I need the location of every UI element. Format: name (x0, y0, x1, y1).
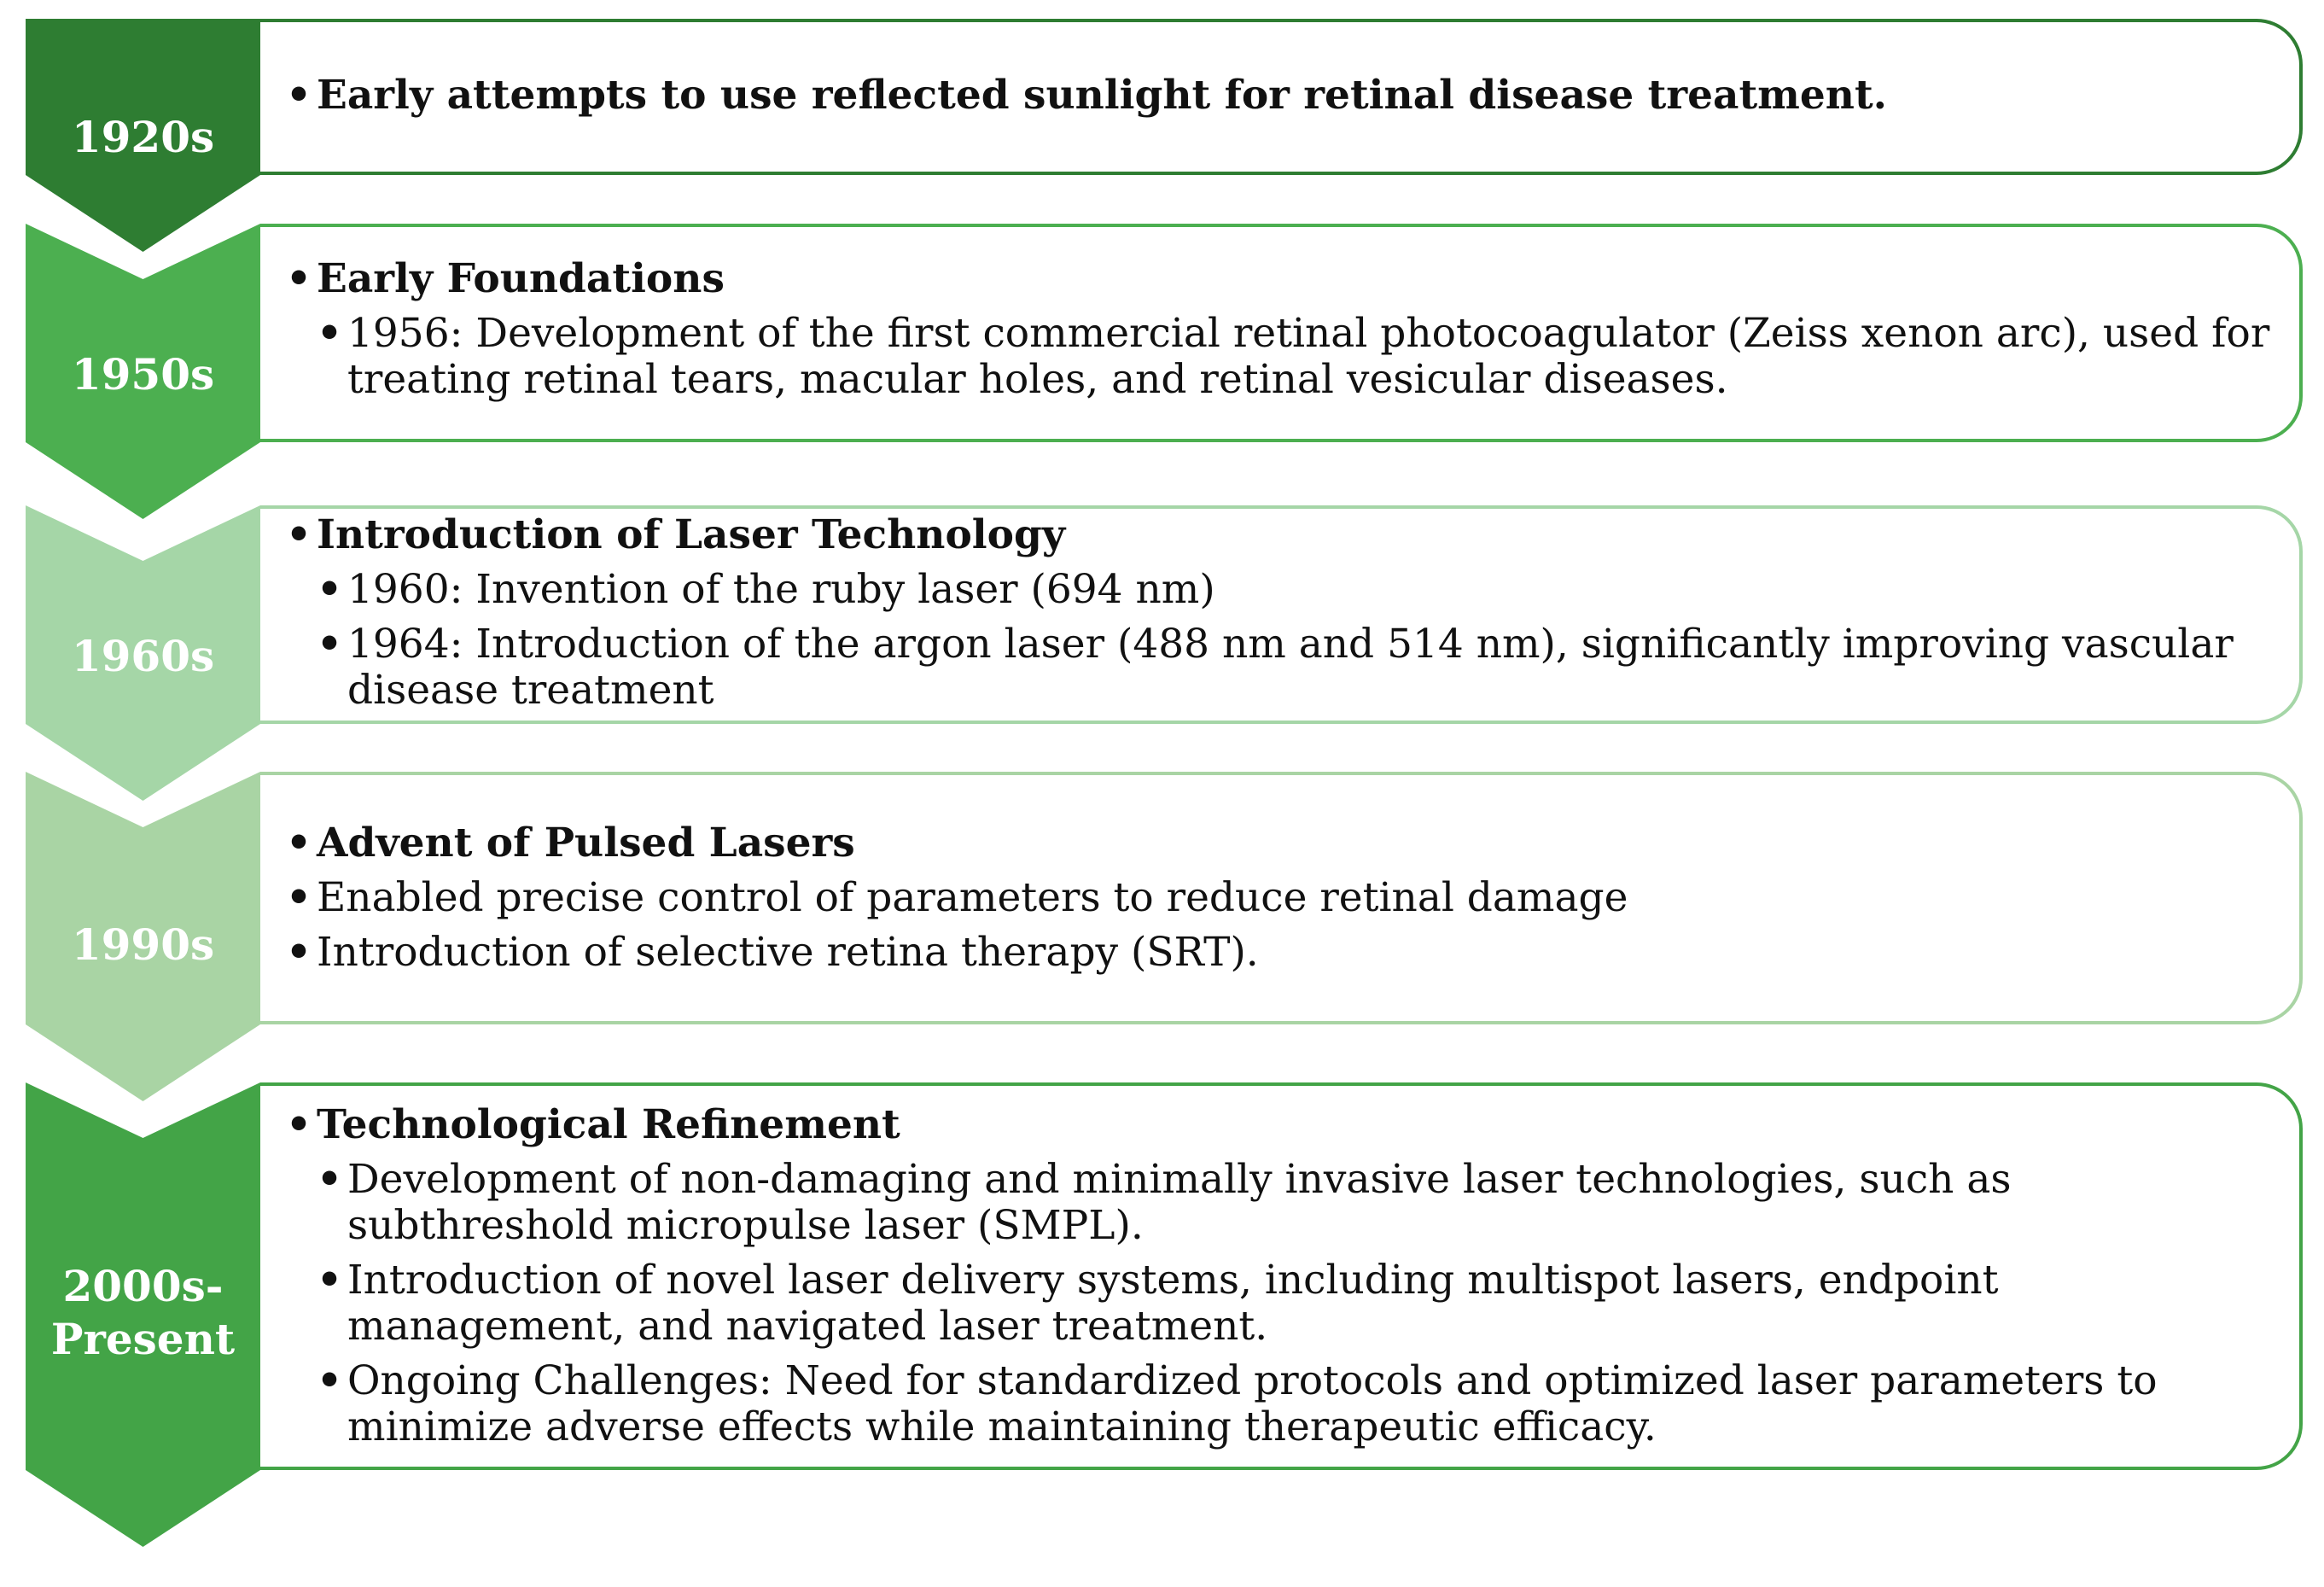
bullet-icon: • (286, 929, 312, 976)
era-label-line: 1920s (71, 112, 215, 162)
era-label-line: 1960s (71, 631, 215, 681)
bullet-text: Introduction of Laser Technology (317, 511, 1066, 558)
timeline-sub-bullet-item (286, 1157, 2283, 1249)
bullet-icon: • (317, 1156, 343, 1203)
era-content-1990s (286, 820, 2283, 976)
era-label-line: Present (50, 1314, 236, 1364)
bullet-icon: • (286, 874, 312, 921)
bullet-icon: • (286, 1101, 312, 1148)
era-label-1990s (26, 919, 260, 971)
bullet-text: Early Foundations (317, 255, 725, 302)
bullet-icon: • (317, 566, 343, 613)
era-label-1920s (26, 111, 260, 164)
bullet-icon: • (286, 511, 312, 558)
bullet-text: Enabled precise control of parameters to reduce retinal damage (317, 874, 1628, 921)
era-content-2000s-present (286, 1102, 2283, 1450)
timeline-bullet-item (286, 875, 2283, 921)
era-content-1920s (286, 73, 2283, 119)
timeline-bullet-item (286, 930, 2283, 976)
bullet-icon: • (286, 72, 312, 119)
era-label-1950s (26, 348, 260, 401)
era-content-1960s (286, 512, 2283, 714)
timeline-bullet-item (286, 1102, 2283, 1148)
era-label-line: 1950s (71, 349, 215, 400)
era-content-1950s (286, 256, 2283, 403)
bullet-text: Early attempts to use reflected sunlight for retinal disease treatment. (317, 72, 1888, 119)
bullet-text: 1956: Development of the first commercial retinal photocoagulator (Zeiss xenon arc), used for treating retinal tears, macular holes, and retinal vesicular diseases. (347, 310, 2270, 403)
bullet-icon: • (317, 1357, 343, 1404)
bullet-text: Introduction of novel laser delivery systems, including multispot lasers, endpoint management, and navigated laser treatment. (347, 1257, 1999, 1350)
bullet-text: 1960: Invention of the ruby laser (694 nm) (347, 566, 1215, 613)
bullet-text: Introduction of selective retina therapy (SRT). (317, 929, 1259, 976)
timeline-sub-bullet-item (286, 311, 2283, 403)
era-label-1960s (26, 630, 260, 683)
era-label-line: 1990s (71, 919, 215, 970)
bullet-text: Ongoing Challenges: Need for standardized protocols and optimized laser parameters to minimize adverse effects while maintaining therapeutic efficacy. (347, 1357, 2158, 1450)
timeline-sub-bullet-item (286, 621, 2283, 714)
timeline-bullet-item (286, 73, 2283, 119)
timeline-bullet-item (286, 820, 2283, 866)
timeline-sub-bullet-item (286, 1257, 2283, 1350)
timeline-sub-bullet-item (286, 1358, 2283, 1450)
era-label-2000s-present (26, 1260, 260, 1366)
bullet-text: Development of non-damaging and minimally invasive laser technologies, such as subthreshold micropulse laser (SMPL). (347, 1156, 2012, 1249)
bullet-text: 1964: Introduction of the argon laser (488 nm and 514 nm), significantly improving vascular disease treatment (347, 621, 2234, 714)
bullet-icon: • (317, 621, 343, 668)
bullet-icon: • (286, 820, 312, 866)
era-label-line: 2000s- (62, 1261, 224, 1311)
bullet-icon: • (317, 310, 343, 357)
bullet-text: Advent of Pulsed Lasers (317, 820, 855, 866)
timeline-sub-bullet-item (286, 567, 2283, 613)
bullet-icon: • (286, 255, 312, 302)
timeline-bullet-item (286, 256, 2283, 302)
bullet-text: Technological Refinement (317, 1101, 900, 1148)
bullet-icon: • (317, 1257, 343, 1304)
timeline-bullet-item (286, 512, 2283, 558)
